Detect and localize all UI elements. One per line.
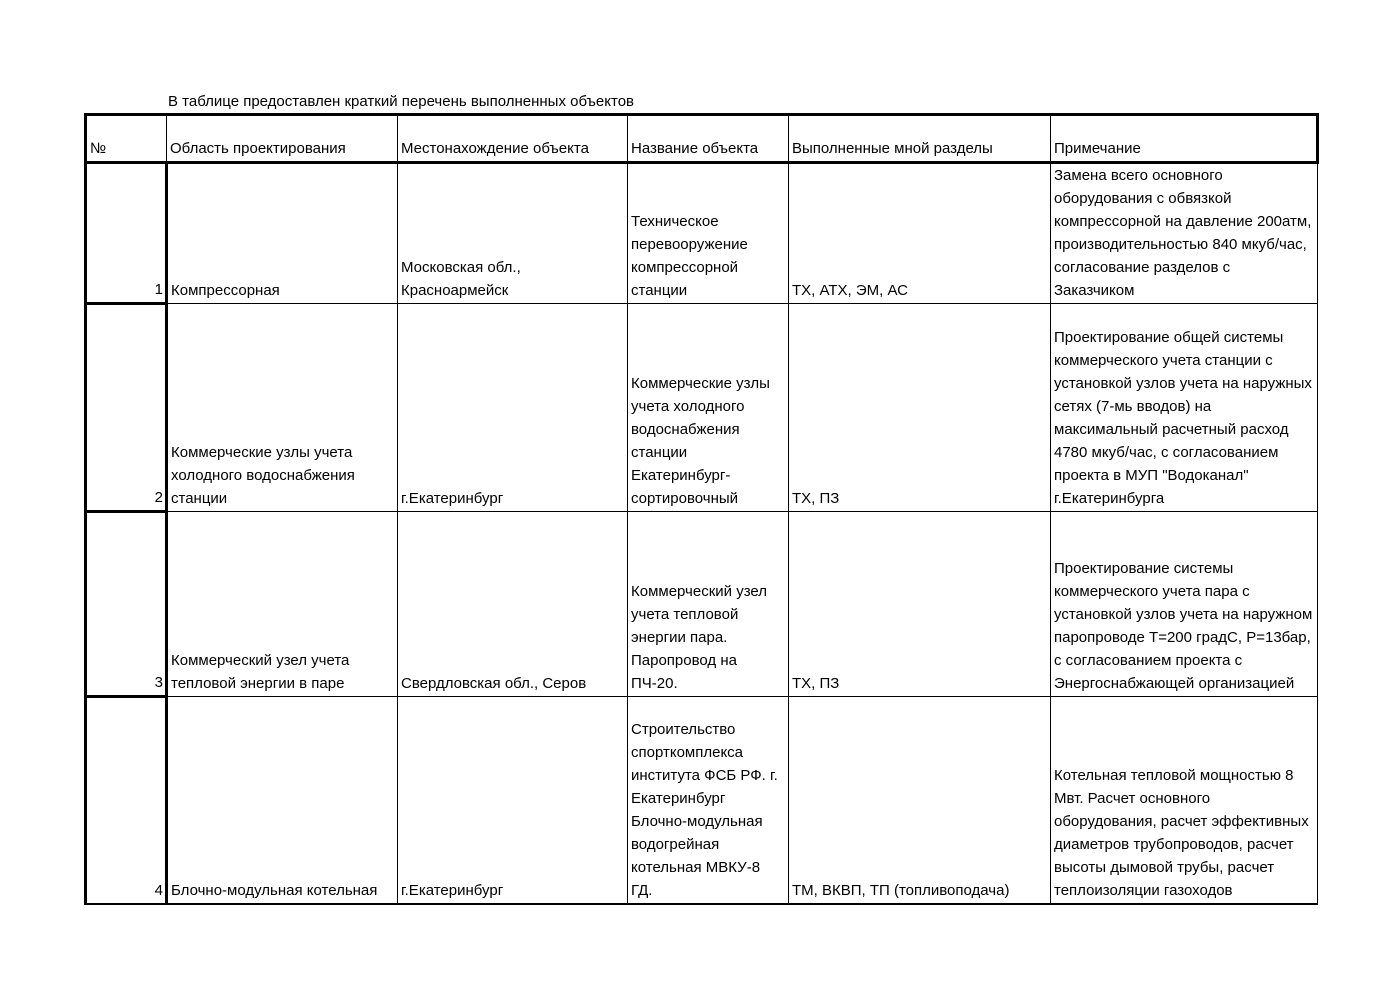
table-row (86, 163, 1318, 304)
cell-name: Техническое перевооружение компрессорной станции (628, 163, 789, 304)
header-sections: Выполненные мной разделы (789, 115, 1051, 163)
table-row (86, 697, 1318, 905)
cell-name: Коммерческий узел учета тепловой энергии пара. Паропровод на ПЧ-20. (628, 512, 789, 697)
cell-note: Замена всего основного оборудования с обвязкой компрессорной на давление 200атм, производительностью 840 мкуб/час, согласование разделов с Заказчиком (1051, 163, 1318, 304)
cell-area: Блочно-модульная котельная (167, 697, 398, 905)
header-area: Область проектирования (167, 115, 398, 163)
row-number: 4 (86, 697, 167, 905)
table-row (86, 512, 1318, 697)
header-note: Примечание (1051, 115, 1318, 163)
cell-note: Проектирование системы коммерческого учета пара с установкой узлов учета на наружном паропроводе Т=200 градС, Р=13бар, с согласованием проекта с Энергоснабжающей организацией (1051, 512, 1318, 697)
cell-name: Коммерческие узлы учета холодного водоснабжения станции Екатеринбург-сортировочный (628, 304, 789, 512)
cell-note: Проектирование общей системы коммерческого учета станции с установкой узлов учета на наружных сетях (7-мь вводов) на максимальный расчетный расход 4780 мкуб/час, с согласованием проекта в МУП "Водоканал" г.Екатеринбурга (1051, 304, 1318, 512)
row-number: 1 (86, 163, 167, 304)
table-header (86, 115, 1318, 163)
cell-location: Московская обл., Красноармейск (398, 163, 628, 304)
header-location: Местонахождение объекта (398, 115, 628, 163)
row-number: 3 (86, 512, 167, 697)
header-name: Название объекта (628, 115, 789, 163)
cell-sections: ТХ, ПЗ (789, 304, 1051, 512)
cell-sections: ТХ, ПЗ (789, 512, 1051, 697)
cell-location: г.Екатеринбург (398, 304, 628, 512)
completed-objects-table (84, 113, 1319, 905)
cell-area: Компрессорная (167, 163, 398, 304)
cell-location: г.Екатеринбург (398, 697, 628, 905)
cell-area: Коммерческие узлы учета холодного водоснабжения станции (167, 304, 398, 512)
cell-location: Свердловская обл., Серов (398, 512, 628, 697)
row-number: 2 (86, 304, 167, 512)
table-caption: В таблице предоставлен краткий перечень выполненных объектов (168, 93, 635, 110)
header-row (86, 115, 1318, 163)
cell-sections: ТМ, ВКВП, ТП (топливоподача) (789, 697, 1051, 905)
cell-name: Строительство спорткомплекса института ФСБ РФ. г. Екатеринбург Блочно-модульная водогрейная котельная МВКУ-8 ГД. (628, 697, 789, 905)
header-num: № (86, 115, 167, 163)
table-row (86, 304, 1318, 512)
table-body (86, 163, 1318, 905)
cell-note: Котельная тепловой мощностью 8 Мвт. Расчет основного оборудования, расчет эффективных диаметров трубопроводов, расчет высоты дымовой трубы, расчет теплоизоляции газоходов (1051, 697, 1318, 905)
cell-area: Коммерческий узел учета тепловой энергии в паре (167, 512, 398, 697)
cell-sections: ТХ, АТХ, ЭМ, АС (789, 163, 1051, 304)
